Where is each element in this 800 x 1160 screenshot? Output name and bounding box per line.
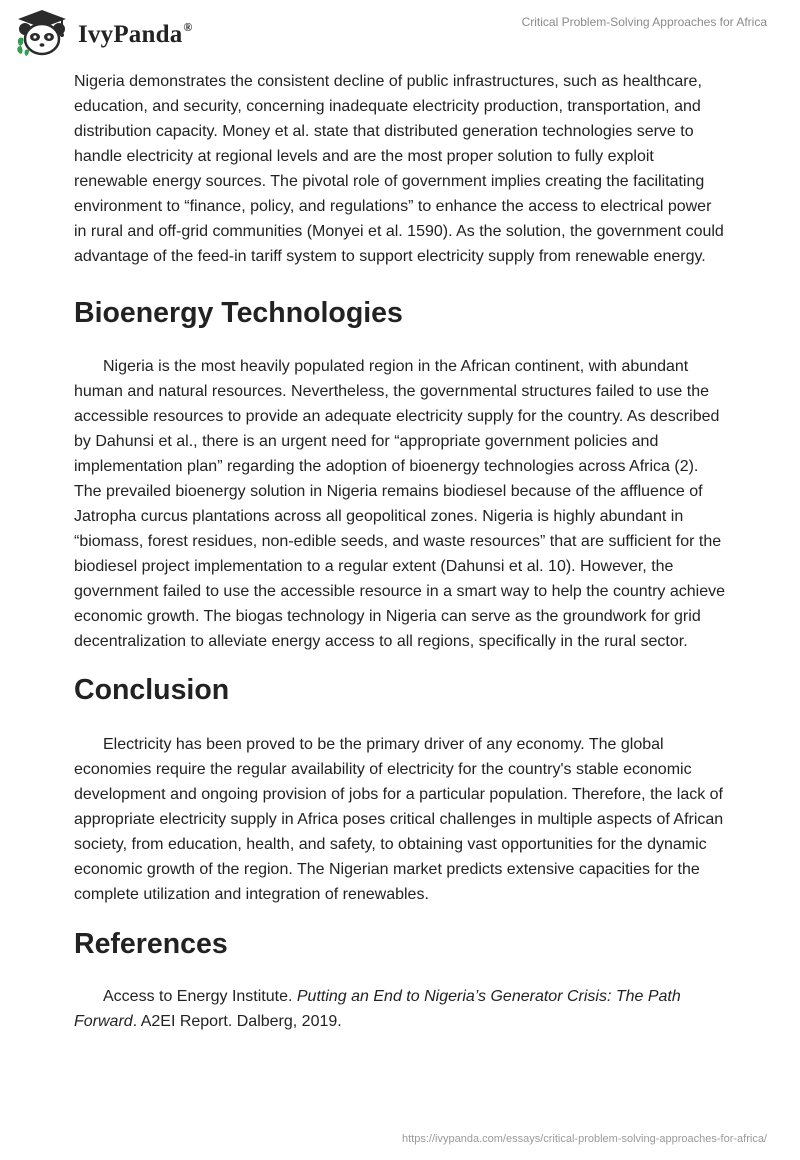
intro-paragraph: Nigeria demonstrates the consistent decline of public infrastructures, such as healthcare, education, and security, concerning inadequate electricity production, transportation, and distribution capacity. Money et al. state that distributed generation technologies serve to handle electricity at regional levels and are the most proper solution to fully exploit renewable energy sources. The pivotal role of government implies creating the facilitating environment to “finance, policy, and regulations” to enhance the access to electrical power in rural and off-grid communities (Monyei et al. 1590). As the solution, the government could advantage of the feed-in tariff system to support electricity supply from renewable energy. [74,73,724,265]
document-title: Critical Problem-Solving Approaches for Africa [521,15,767,29]
reference-title: Putting an End to Nigeria’s Generator Crisis: The Path Forward [74,988,681,1030]
brand-name[interactable]: IvyPanda® [78,20,193,48]
reference-author: Access to Energy Institute. [103,988,293,1005]
bioenergy-heading: Bioenergy Technologies [74,297,403,329]
references-heading: References [74,928,228,960]
reference-entry [74,984,726,1034]
essay-content [74,69,726,1034]
footer-url[interactable]: https://ivypanda.com/essays/critical-problem-solving-approaches-for-africa/ [402,1133,767,1145]
reference-details: . A2EI Report. Dalberg, 2019. [132,1013,342,1030]
conclusion-heading: Conclusion [74,674,230,706]
conclusion-paragraph: Electricity has been proved to be the primary driver of any economy. The global economies require the regular availability of electricity for the country's stable economic development and ongoing provision of jobs for a particular population. Therefore, the lack of appropriate electricity supply in Africa poses critical challenges in multiple aspects of African society, from education, health, and safety, to obtaining vast opportunities for the dynamic economic growth of the region. The Nigerian market predicts extensive capacities for the complete utilization and integration of renewables. [74,736,724,903]
ivypanda-logo-icon[interactable] [14,8,70,58]
bioenergy-paragraph: Nigeria is the most heavily populated region in the African continent, with abundant human and natural resources. Nevertheless, the governmental structures failed to use the accessible resources to provide an adequate electricity supply for the country. As described by Dahunsi et al., there is an urgent need for “appropriate government policies and implementation plan” regarding the adoption of bioenergy technologies across Africa (2). The prevailed bioenergy solution in Nigeria remains biodiesel because of the affluence of Jatropha curcus plantations across all geopolitical zones. Nigeria is highly abundant in “biomass, forest residues, non-edible seeds, and waste resources” that are sufficient for the biodiesel project implementation to a regular extent (Dahunsi et al. 10). However, the government failed to use the accessible resource in a smart way to help the country achieve economic growth. The biogas technology in Nigeria can serve as the groundwork for grid decentralization to alleviate energy access to all regions, specifically in the rural sector. [74,358,726,650]
page-header [0,0,800,70]
